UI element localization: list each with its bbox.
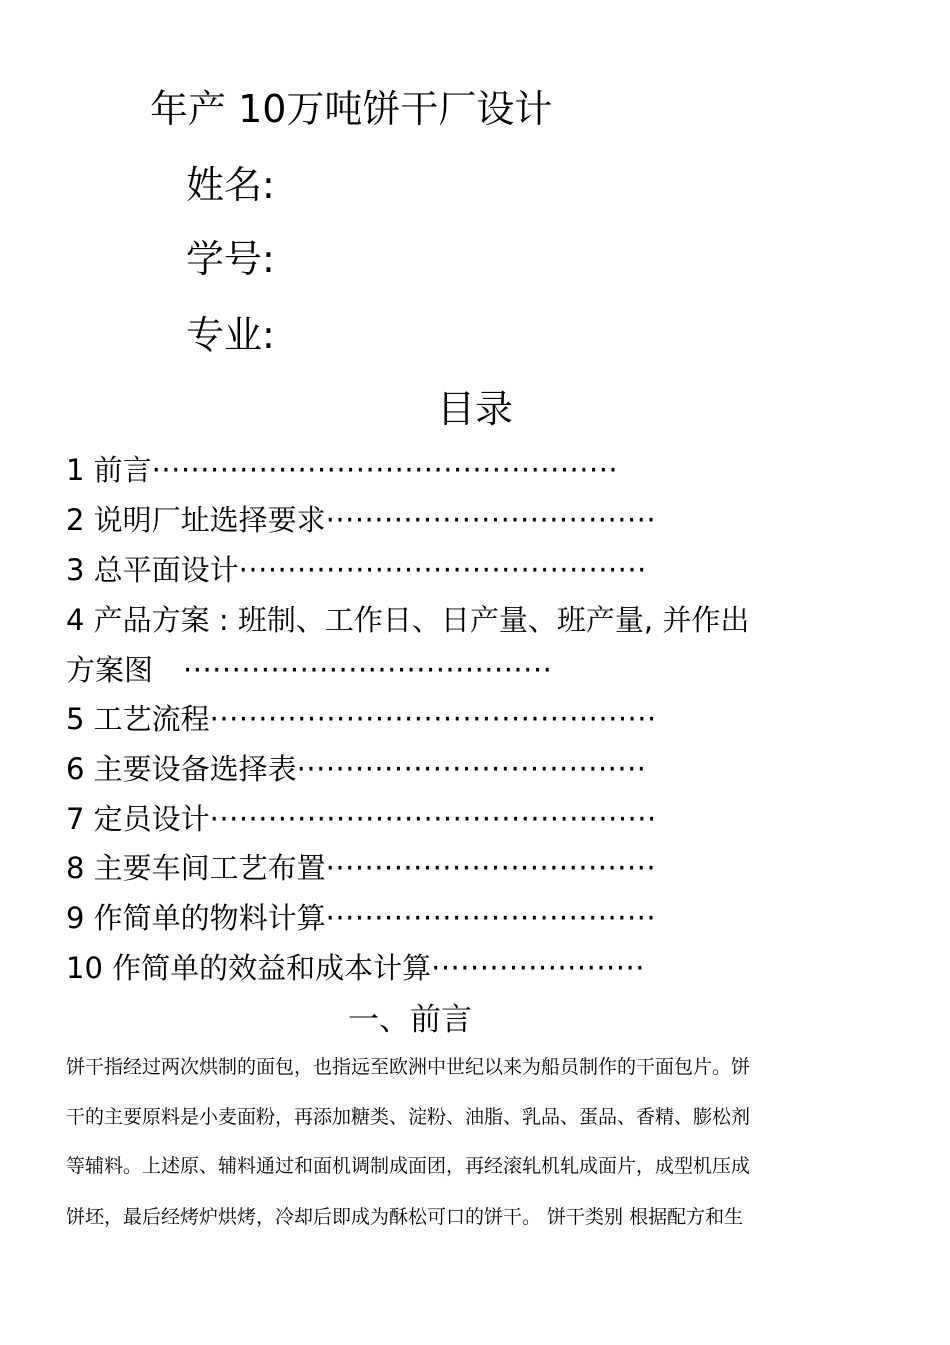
toc-item: 4 产品方案 : 班制、工作日、日产量、班产量, 并作出 xyxy=(66,603,750,637)
toc-item: 1 前言················································ xyxy=(66,453,619,487)
section-heading: 一、前言 xyxy=(348,1002,472,1038)
toc-item: 6 主要设备选择表···································· xyxy=(66,752,647,786)
toc-item: 5 工艺流程·············································· xyxy=(66,702,657,736)
toc-item: 方案图 ······································ xyxy=(66,653,553,687)
toc-item: 9 作简单的物料计算·································· xyxy=(66,901,657,935)
document-title: 年产 10万吨饼干厂设计 xyxy=(150,87,553,131)
major-label: 专业: xyxy=(186,313,275,357)
toc-item: 2 说明厂址选择要求·································· xyxy=(66,503,657,537)
paragraph-line: 等辅料。上述原、辅料通过和面机调制成面团，再经滚轧机轧成面片，成型机压成 xyxy=(66,1155,751,1177)
toc-item: 3 总平面设计·········································· xyxy=(66,553,647,587)
student-id-label: 学号: xyxy=(186,237,275,281)
paragraph-line: 饼干指经过两次烘制的面包，也指远至欧洲中世纪以来为船员制作的干面包片。饼 xyxy=(66,1056,751,1078)
paragraph-line: 干的主要原料是小麦面粉，再添加糖类、淀粉、油脂、乳品、蛋品、香精、膨松剂 xyxy=(66,1106,751,1128)
toc-heading: 目录 xyxy=(436,387,513,431)
toc-item: 8 主要车间工艺布置·································· xyxy=(66,851,657,885)
name-label: 姓名: xyxy=(186,163,275,207)
toc-item: 7 定员设计·············································· xyxy=(66,802,657,836)
toc-item: 10 作简单的效益和成本计算······················ xyxy=(66,951,645,985)
paragraph-line: 饼坯，最后经烤炉烘烤，冷却后即成为酥松可口的饼干。 饼干类别 根据配方和生 xyxy=(66,1206,744,1228)
